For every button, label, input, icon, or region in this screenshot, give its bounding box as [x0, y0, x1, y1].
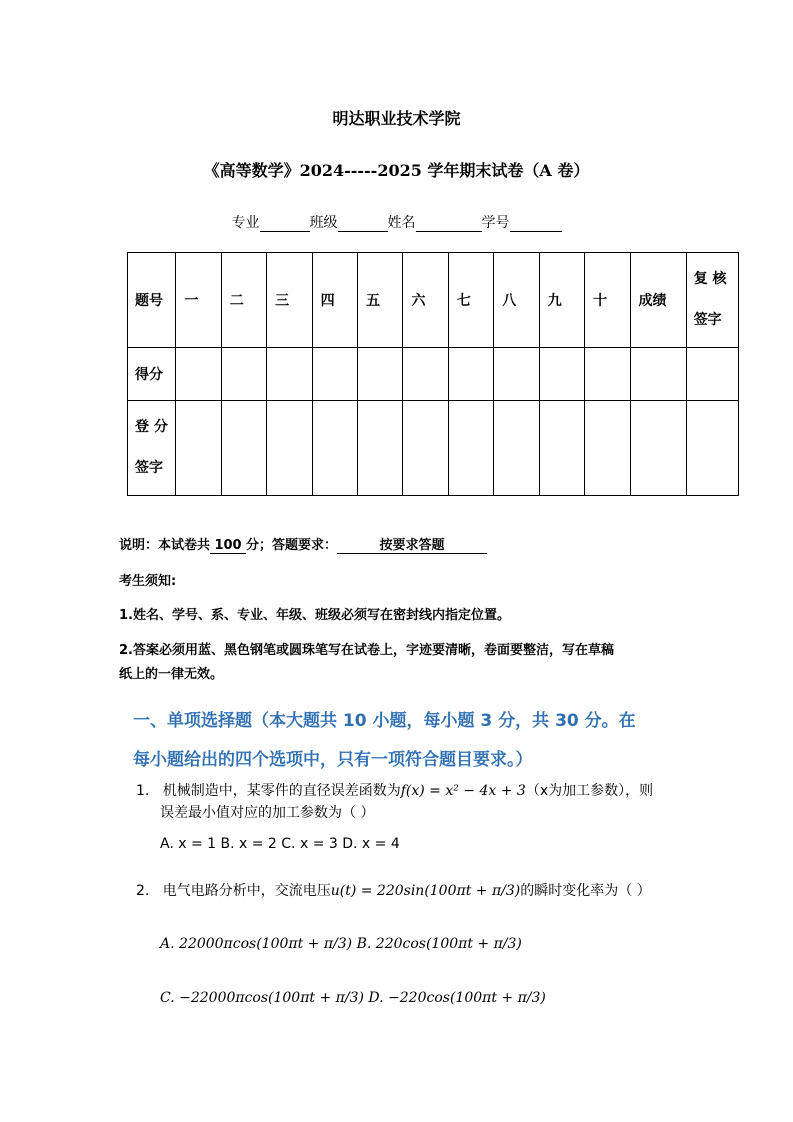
score-cell[interactable]: [358, 348, 403, 401]
sign-cell[interactable]: [358, 401, 403, 496]
name-label: 姓名: [387, 215, 416, 231]
major-blank[interactable]: [260, 215, 310, 232]
exam-title: 《高等数学》2024-----2025 学年期末试卷（A 卷）: [203, 161, 590, 180]
score-table: [127, 252, 739, 496]
q1-number: 1.: [136, 783, 150, 799]
score-row: [128, 348, 739, 401]
sign-row-label: [128, 401, 176, 496]
rule-1: 1.姓名、学号、系、专业、年级、班级必须写在密封线内指定位置。: [119, 608, 510, 623]
score-cell[interactable]: [403, 348, 448, 401]
score-cell[interactable]: [539, 348, 584, 401]
review-line1: 复 核: [693, 271, 727, 287]
score-cell[interactable]: [585, 348, 630, 401]
sign-line2: 签字: [135, 460, 163, 476]
name-blank[interactable]: [416, 215, 482, 232]
sign-line1: 登 分: [135, 419, 168, 435]
col-7: 七: [448, 253, 493, 348]
col-1: 一: [176, 253, 221, 348]
score-cell[interactable]: [448, 348, 493, 401]
header-row: [128, 253, 739, 348]
score-cell[interactable]: [176, 348, 221, 401]
question-1: [136, 780, 653, 800]
sign-cell[interactable]: [403, 401, 448, 496]
rule-2b: 纸上的一律无效。: [119, 667, 224, 682]
q2-options-ab: [160, 936, 522, 952]
section-heading-line2: 每小题给出的四个选项中，只有一项符合题目要求。）: [133, 750, 533, 770]
sign-cell[interactable]: [494, 401, 539, 496]
header-label: 题号: [128, 253, 176, 348]
id-label: 学号: [481, 215, 510, 231]
q1-text-b: （x为加工参数），则: [525, 783, 654, 799]
q2-option-d: D. −220cos(100πt + π/3): [368, 990, 546, 1006]
major-label: 专业: [231, 215, 260, 231]
q2-text-a: 电气电路分析中，交流电压: [162, 883, 331, 899]
score-cell[interactable]: [312, 348, 357, 401]
col-8: 八: [494, 253, 539, 348]
total-points: 100: [210, 538, 246, 554]
sign-cell[interactable]: [176, 401, 221, 496]
sign-cell[interactable]: [312, 401, 357, 496]
section-heading-line1: 一、单项选择题（本大题共 10 小题，每小题 3 分，共 30 分。在: [133, 711, 636, 731]
sign-cell[interactable]: [267, 401, 312, 496]
question-2: [136, 880, 651, 900]
col-9: 九: [539, 253, 584, 348]
score-cell[interactable]: [686, 348, 738, 401]
score-row-label: 得分: [128, 348, 176, 401]
score-cell[interactable]: [267, 348, 312, 401]
sign-cell[interactable]: [221, 401, 266, 496]
class-blank[interactable]: [338, 215, 388, 232]
score-cell[interactable]: [494, 348, 539, 401]
score-cell[interactable]: [630, 348, 686, 401]
q1-options: A. x = 1 B. x = 2 C. x = 3 D. x = 4: [160, 836, 400, 852]
q2-options-cd: [160, 990, 546, 1006]
exam-description: [119, 534, 487, 554]
student-info-line: [0, 212, 793, 232]
q2-text-b: 的瞬时变化率为（ ）: [520, 883, 651, 899]
score-cell[interactable]: [221, 348, 266, 401]
total-label: 成绩: [630, 253, 686, 348]
rule-2a: 2.答案必须用蓝、黑色钢笔或圆珠笔写在试卷上，字迹要清晰，卷面要整洁，写在草稿: [119, 643, 614, 658]
col-10: 十: [585, 253, 630, 348]
col-3: 三: [267, 253, 312, 348]
q1-text-c: 误差最小值对应的加工参数为（ ）: [160, 805, 375, 821]
sign-cell[interactable]: [630, 401, 686, 496]
col-6: 六: [403, 253, 448, 348]
sign-cell[interactable]: [686, 401, 738, 496]
school-name: 明达职业技术学院: [332, 109, 461, 128]
q2-option-b: B. 220cos(100πt + π/3): [356, 936, 522, 952]
review-line2: 签字: [693, 312, 722, 328]
sign-row: [128, 401, 739, 496]
notice-title: 考生须知:: [119, 574, 177, 589]
answer-requirement: 按要求答题: [337, 534, 487, 554]
q1-text-a: 机械制造中，某零件的直径误差函数为: [162, 783, 401, 799]
desc-mid: 分；答题要求：: [246, 538, 338, 553]
class-label: 班级: [309, 215, 338, 231]
q2-formula: u(t) = 220sin(100πt + π/3): [330, 883, 521, 899]
sign-cell[interactable]: [585, 401, 630, 496]
desc-prefix: 说明：本试卷共: [119, 538, 211, 553]
id-blank[interactable]: [510, 215, 562, 232]
q2-option-c: C. −22000πcos(100πt + π/3): [160, 990, 364, 1006]
q2-option-a: A. 22000πcos(100πt + π/3): [160, 936, 353, 952]
col-2: 二: [221, 253, 266, 348]
col-5: 五: [358, 253, 403, 348]
sign-cell[interactable]: [539, 401, 584, 496]
col-4: 四: [312, 253, 357, 348]
q1-formula: f(x) = x² − 4x + 3: [400, 783, 526, 799]
q2-number: 2.: [136, 883, 150, 899]
sign-cell[interactable]: [448, 401, 493, 496]
review-label: [686, 253, 738, 348]
